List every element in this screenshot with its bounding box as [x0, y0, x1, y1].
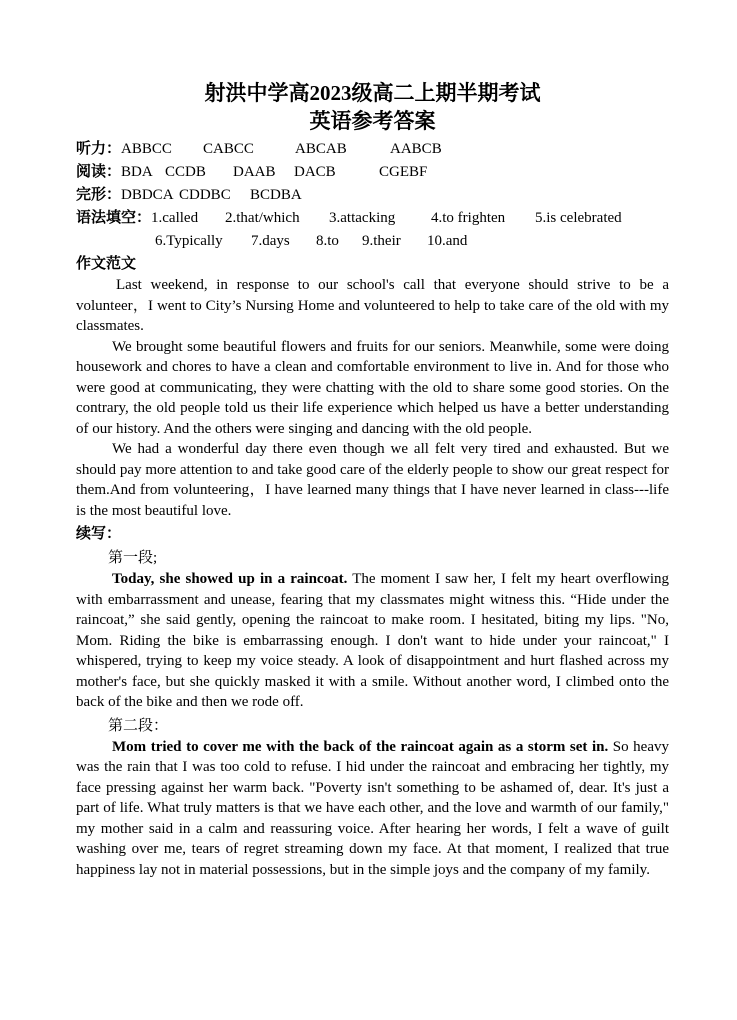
listening-answers [76, 138, 669, 161]
listening-group-3: ABCAB [295, 141, 347, 157]
cloze-group-2: CDDBC [179, 187, 231, 203]
grammar-answers-row-2 [76, 230, 669, 253]
grammar-item-6: 6.Typically [155, 233, 223, 249]
essay-heading: 作文范文 [76, 256, 137, 272]
reading-label: 阅读： [76, 164, 122, 180]
reading-answers [76, 161, 669, 184]
grammar-item-9: 9.their [362, 233, 401, 249]
exam-title: 射洪中学高2023级高二上期半期考试 [204, 81, 541, 105]
cloze-label: 完形： [76, 187, 122, 203]
paragraph-two-lead-sentence: Mom tried to cover me with the back of the raincoat again as a storm set in. [112, 738, 609, 755]
listening-group-1: ABBCC [121, 141, 172, 157]
reading-group-1: BDA [121, 164, 153, 180]
reading-group-2: CCDB [165, 164, 206, 180]
grammar-item-4: 4.to frighten [431, 210, 506, 226]
grammar-item-10: 10.and [427, 233, 468, 249]
grammar-item-1: 1.called [151, 210, 199, 226]
reading-group-3: DAAB [233, 164, 276, 180]
listening-label: 听力： [76, 141, 122, 157]
cloze-group-1: DBDCA [121, 187, 174, 203]
paragraph-two-body: So heavy was the rain that I was too cold to refuse. I hid under the raincoat and embracing her tightly, my face pressing against her warm back. "Poverty isn't something to be ashamed of, dear. It's just a part of life. What truly matters is that we have each other, and the love and warmth of our family," my mother said in a calm and reassuring voice. After hearing her words, I felt a wave of guilt washing over me, tears of regret streaming down my face. At that moment, I realized that true happiness lay not in material possessions, but in the simple joys and the company of my family. [76, 738, 669, 878]
reading-group-4: DACB [294, 164, 336, 180]
grammar-item-8: 8.to [316, 233, 339, 249]
listening-group-2: CABCC [203, 141, 254, 157]
paragraph-two-label: 第二段： [108, 717, 169, 734]
paragraph-one-label: 第一段; [108, 550, 158, 566]
essay-paragraph-3: We had a wonderful day there even though we all felt very tired and exhausted. But we should pay more attention to and take good care of the elderly people to show our great respect for them.And from volunteering，I have learned many things that I have never learned in class---life is the most beautiful love. [76, 441, 669, 519]
continuation-heading: 续写： [76, 526, 122, 542]
grammar-item-3: 3.attacking [329, 210, 396, 226]
exam-subtitle: 英语参考答案 [309, 109, 436, 133]
cloze-group-3: BCDBA [250, 187, 302, 203]
cloze-answers [76, 184, 669, 207]
grammar-item-7: 7.days [251, 233, 290, 249]
listening-group-4: AABCB [390, 141, 442, 157]
essay-paragraph-1: Last weekend, in response to our school's call that everyone should strive to be a volunteer，I went to City’s Nursing Home and volunteered to help to take care of the old with my classmates. [76, 277, 669, 334]
grammar-item-5: 5.is celebrated [535, 210, 622, 226]
continuation-paragraph-1 [76, 569, 669, 713]
grammar-label: 语法填空： [76, 210, 152, 226]
paragraph-one-body: The moment I saw her, I felt my heart overflowing with embarrassment and unease, fearing that my classmates might witness this. “Hide under the raincoat,” she said gently, opening the raincoat to make room. I hesitated, biting my lips. "No, Mom. Riding the bike is embarrassing enough. I don't want to hide under your raincoat," I whispered, trying to keep my voice steady. A look of disappointment and hurt flashed across my mother's face, but she quickly masked it with a smile. Without another word, I climbed onto the back of the bike and then we rode off. [76, 571, 669, 710]
grammar-answers-row-1 [76, 207, 669, 230]
reading-group-5: CGEBF [379, 164, 428, 180]
continuation-paragraph-2 [76, 737, 669, 881]
paragraph-one-lead-sentence: Today, she showed up in a raincoat. [112, 571, 348, 587]
grammar-item-2: 2.that/which [225, 210, 300, 226]
essay-paragraph-2: We brought some beautiful flowers and fruits for our seniors. Meanwhile, some were doing housework and chores to have a clean and comfortable environment to live in. And for those who were good at communicating, they were chatting with the old to share some good stories. On the contrary, the old people told us their life experience which helped us have a better understanding of our history. And the others were singing and dancing with the old people. [76, 338, 669, 437]
